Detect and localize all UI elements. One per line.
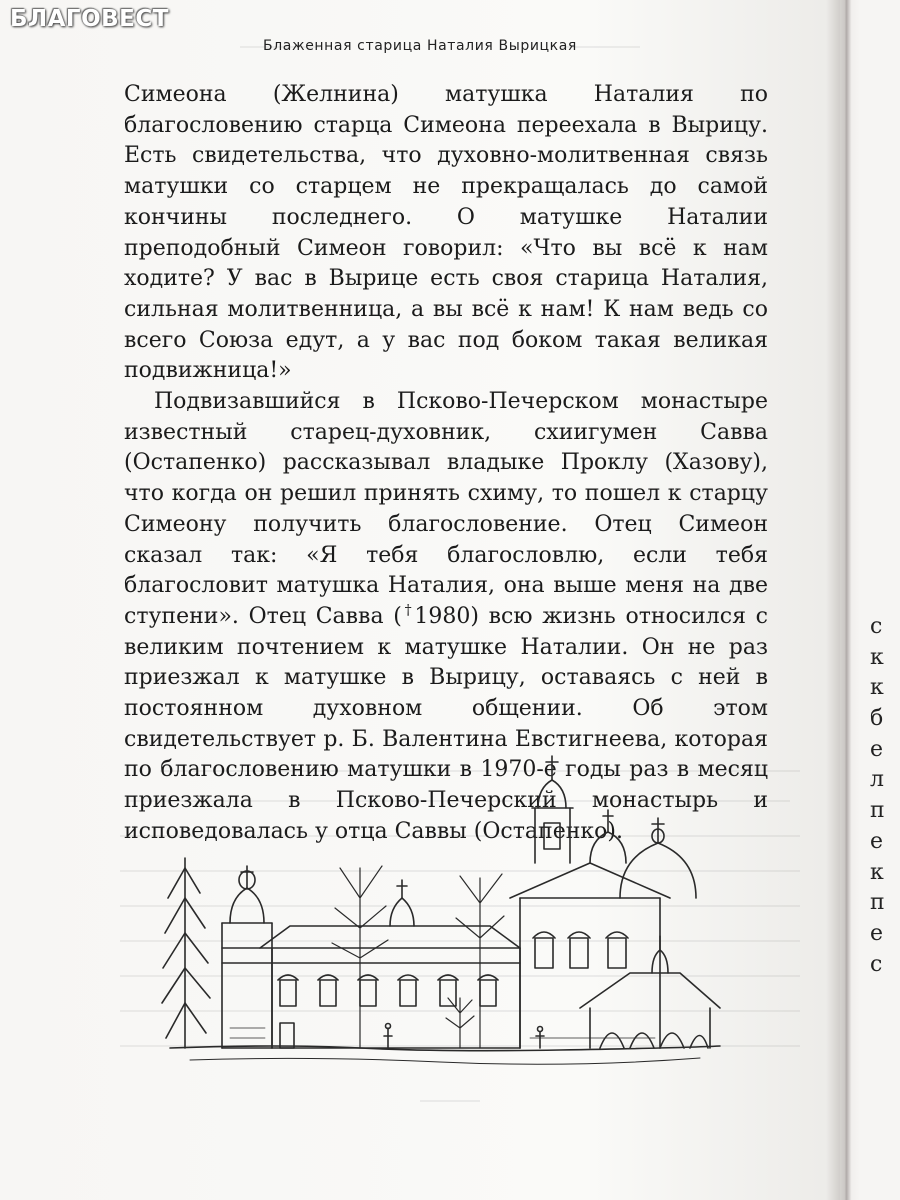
paragraph-2-part-1: Подвизавшийся в Псково-Печерском монастыре известный старец-духовник, схиигумен Савва (Остапенко) рассказывал владыке Проклу (Хазову), что когда он решил принять схиму, то пошел к старцу Симеону получить благословение. Отец Симеон сказал так: «Я тебя благословлю, если тебя благословит матушка Наталия, она выше меня на две ступени». Отец Савва ( (124, 389, 768, 629)
facing-letter: е (870, 736, 884, 762)
facing-letter: к (870, 644, 884, 670)
facing-letter: к (870, 675, 884, 701)
facing-letter: л (870, 767, 884, 793)
paragraph-2-part-2: 1980) всю жизнь относился с великим почтением к матушке Наталии. Он не раз приезжал к матушке в Вырицу, оставаясь с ней в постоянном духовном общении. Об этом свидетельствует р. Б. Валентина Евстигнеева, которая по благословению матушки в 1970-е годы раз в месяц приезжала в Псково-Печерский монастырь и исповедовалась у отца Саввы (Остапенко). (124, 603, 768, 844)
book-gutter (826, 0, 860, 1200)
facing-letter: п (870, 890, 885, 916)
body-text (124, 80, 768, 848)
facing-letter: к (870, 859, 884, 885)
facing-letter: е (870, 828, 884, 854)
facing-letter: п (870, 798, 885, 824)
facing-letter: е (870, 920, 884, 946)
paragraph-1: Симеона (Желнина) матушка Наталия по благословению старца Симеона переехала в Вырицу. Есть свидетельства, что духовно-молитвенная связь матушки со старцем не прекращалась до самой кончины последнего. О матушке Наталии преподобный Симеон говорил: «Что вы всё к нам ходите? У вас в Вырице есть своя старица Наталия, сильная молитвенница, а вы всё к нам! К нам ведь со всего Союза едут, а у вас под боком такая великая подвижница!» (124, 82, 768, 384)
facing-page-text (870, 612, 900, 980)
monastery-sketch-icon (160, 748, 730, 1080)
watermark: БЛАГОВЕСТ (10, 6, 169, 32)
running-head: Блаженная старица Наталия Вырицкая (263, 38, 577, 54)
facing-letter: с (870, 614, 883, 639)
facing-letter: с (870, 951, 883, 977)
facing-letter: б (870, 706, 884, 732)
dagger-symbol: † (401, 602, 415, 619)
